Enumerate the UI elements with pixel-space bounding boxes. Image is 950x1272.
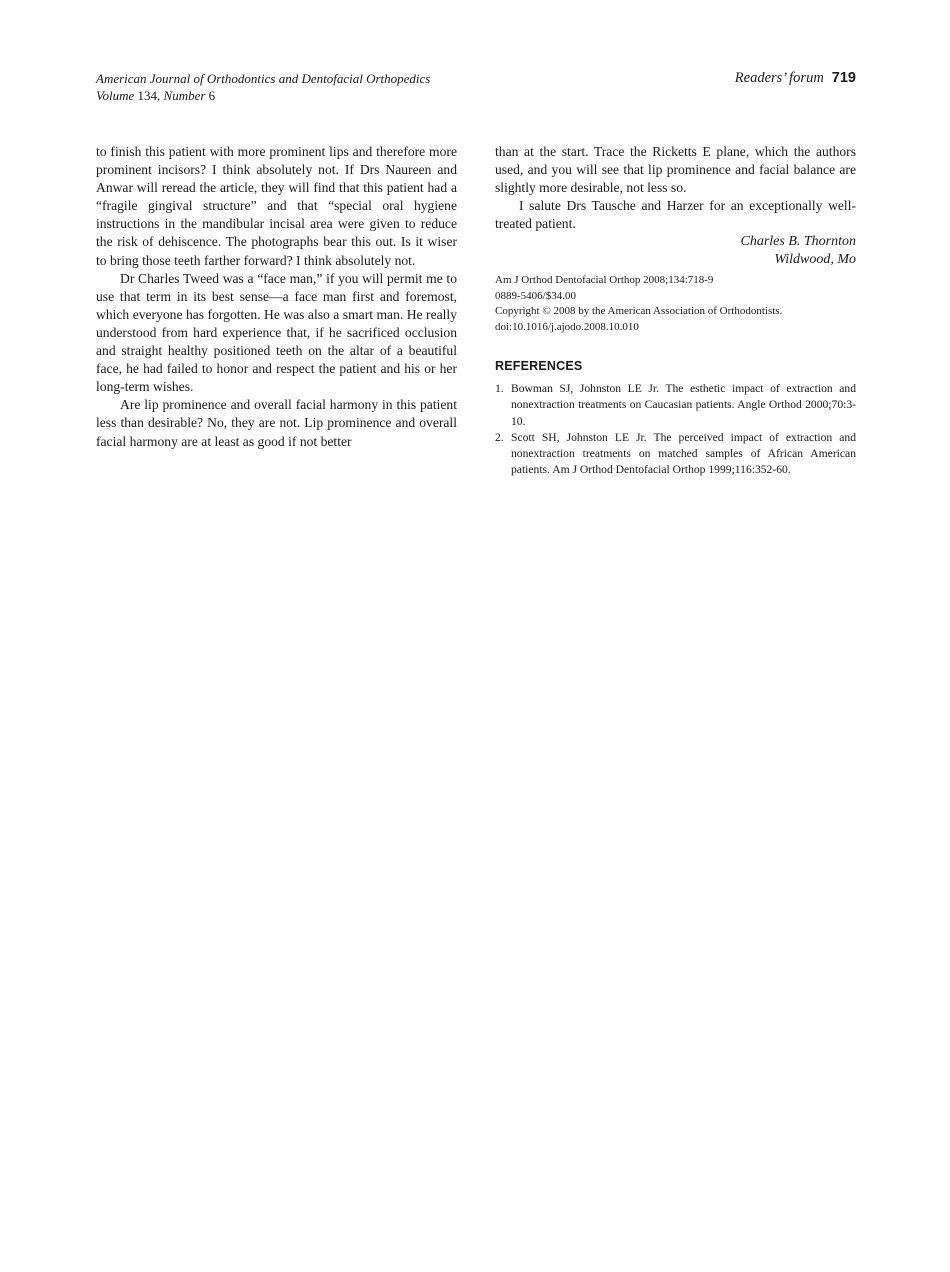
journal-page xyxy=(96,70,856,477)
journal-info: American Journal of Orthodontics and Dentofacial Orthopedics Volume 134, Number 6 xyxy=(96,71,431,103)
journal-title: American Journal of Orthodontics and Dentofacial Orthopedics xyxy=(96,71,431,86)
citation: Am J Orthod Dentofacial Orthop 2008;134:718-9 xyxy=(495,274,714,287)
section-title: Readers’ forum xyxy=(734,70,824,86)
doi: doi:10.1016/j.ajodo.2008.10.010 xyxy=(495,320,639,333)
copyright: Copyright © 2008 by the American Association of Orthodontists. xyxy=(495,305,783,318)
paragraph: Are lip prominence and overall facial harmony in this patient less than desirable? No, they are not. Lip prominence and overall facial harmony are at least as good if not better xyxy=(96,397,457,449)
section-info xyxy=(735,70,856,87)
running-head xyxy=(96,70,856,106)
references-list xyxy=(495,381,856,478)
reference-number: 1. xyxy=(495,382,504,396)
paragraph: than at the start. Trace the Ricketts E plane, which the authors used, and you will see that lip prominence and facial balance are slightly more desirable, not less so. xyxy=(495,144,856,196)
article-metadata xyxy=(495,273,856,335)
right-column xyxy=(495,143,856,478)
issn-price: 0889-5406/$34.00 xyxy=(495,289,576,302)
reference-item xyxy=(495,430,856,479)
page-number: 719 xyxy=(831,70,856,86)
author-signature xyxy=(495,233,856,269)
number-label: Number xyxy=(163,88,206,103)
author-name: Charles B. Thornton xyxy=(740,234,856,250)
issue-number: 6 xyxy=(208,88,216,103)
reference-item xyxy=(495,381,856,430)
paragraph: Dr Charles Tweed was a “face man,” if you will permit me to use that term in its best sense—a face man first and foremost, which everyone has forgotten. He was also a smart man. He really understood from hard experience that, if he sacrificed occlusion and straight healthy positioned teeth on the altar of a beautiful face, he had failed to honor and respect the patient and his or her long-term wishes. xyxy=(96,270,457,395)
paragraph: I salute Drs Tausche and Harzer for an exceptionally well-treated patient. xyxy=(495,198,856,232)
reference-text: Scott SH, Johnston LE Jr. The perceived impact of extraction and nonextraction treatments on matched samples of African American patients. Am J Orthod Dentofacial Orthop 1999;116:352-60. xyxy=(511,430,856,477)
reference-text: Bowman SJ, Johnston LE Jr. The esthetic impact of extraction and nonextraction treatments on Caucasian patients. Angle Orthod 2000;70:3-10. xyxy=(511,382,856,428)
paragraph: to finish this patient with more prominent lips and therefore more prominent incisors? I think absolutely not. If Drs Naureen and Anwar will reread the article, they will find that this patient had a “fragile gingival structure” and that “special oral hygiene instructions in the mandibular incisal area were given to reduce the risk of dehiscence. The photographs bear this out. Is it wiser to bring those teeth farther forward? I think absolutely not. xyxy=(96,144,457,268)
volume-number: 134 xyxy=(137,88,158,103)
left-column xyxy=(96,143,457,451)
reference-number: 2. xyxy=(495,430,504,444)
author-location: Wildwood, Mo xyxy=(774,252,856,268)
references-heading: REFERENCES xyxy=(495,359,583,374)
volume-label: Volume xyxy=(96,88,135,103)
